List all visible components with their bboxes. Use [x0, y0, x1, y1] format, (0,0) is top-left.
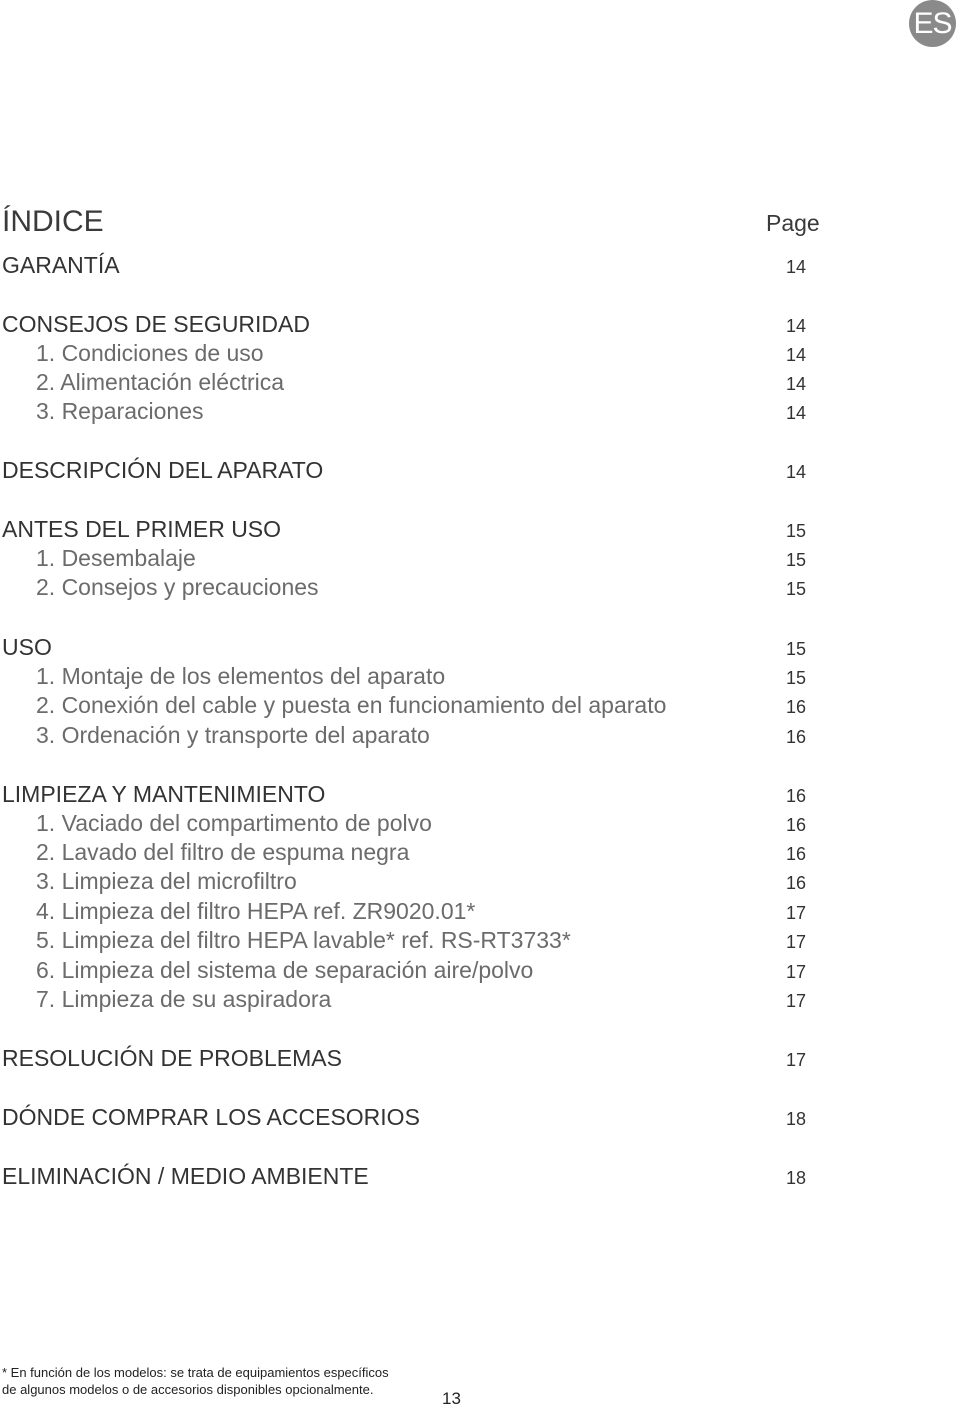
toc-entry-page: 14	[786, 374, 807, 394]
toc-row-consejos-seguridad	[0, 311, 960, 340]
toc-entry-label: 1. Condiciones de uso	[36, 340, 264, 366]
toc-row-donde-comprar	[0, 1104, 960, 1133]
toc-entry-label: 6. Limpieza del sistema de separación aire/polvo	[36, 957, 534, 983]
toc-row-alimentacion	[0, 369, 960, 398]
toc-entry-label: 2. Consejos y precauciones	[36, 574, 319, 600]
toc-entry-page: 14	[786, 257, 807, 277]
toc-entry-label: 2. Alimentación eléctrica	[36, 369, 285, 395]
toc-entry-label: DÓNDE COMPRAR LOS ACCESORIOS	[2, 1104, 420, 1130]
toc-row-filtro-hepa	[0, 898, 960, 927]
toc-row-descripcion	[0, 457, 960, 486]
toc-entry-page: 18	[786, 1168, 807, 1188]
toc-row-eliminacion	[0, 1163, 960, 1192]
toc-entry-page: 14	[786, 316, 807, 336]
toc-entry-page: 15	[786, 521, 807, 541]
toc-row-reparaciones	[0, 398, 960, 427]
toc-entry-page: 14	[786, 462, 807, 482]
toc-row-limpieza	[0, 781, 960, 810]
toc-row-limpieza-aspiradora	[0, 986, 960, 1015]
toc-entry-label: 4. Limpieza del filtro HEPA ref. ZR9020.01*	[36, 898, 476, 924]
toc-row-antes-primer-uso	[0, 516, 960, 545]
toc-row-vaciado	[0, 810, 960, 839]
toc-entry-page: 17	[786, 932, 807, 952]
language-badge: ES	[909, 0, 956, 47]
toc-row-lavado-filtro	[0, 839, 960, 868]
toc-entry-label: GARANTÍA	[2, 252, 120, 278]
toc-entry-page: 15	[786, 579, 807, 599]
toc-entry-page: 14	[786, 403, 807, 423]
page-number: 13	[442, 1389, 461, 1408]
toc-row-filtro-hepa-lavable	[0, 927, 960, 956]
toc-entry-label: 1. Montaje de los elementos del aparato	[36, 663, 446, 689]
toc-entry-label: 2. Lavado del filtro de espuma negra	[36, 839, 410, 865]
footnote-line: de algunos modelos o de accesorios disponibles opcionalmente.	[2, 1382, 374, 1397]
toc-entry-page: 16	[786, 697, 807, 717]
toc-entry-label: 3. Limpieza del microfiltro	[36, 868, 297, 894]
page-column-header: Page	[766, 210, 820, 236]
toc-row-montaje	[0, 663, 960, 692]
toc-entry-page: 15	[786, 550, 807, 570]
toc-entry-label: 5. Limpieza del filtro HEPA lavable* ref. RS-RT3733*	[36, 927, 571, 953]
toc-entry-page: 18	[786, 1109, 807, 1129]
footnote	[2, 1364, 442, 1398]
toc-entry-page: 16	[786, 727, 807, 747]
toc-entry-label: 3. Reparaciones	[36, 398, 204, 424]
toc-row-separacion	[0, 957, 960, 986]
toc-row-condiciones-uso	[0, 340, 960, 369]
toc-entry-label: RESOLUCIÓN DE PROBLEMAS	[2, 1045, 342, 1071]
toc-row-conexion-cable	[0, 692, 960, 721]
toc-entry-label: 2. Conexión del cable y puesta en funcionamiento del aparato	[36, 692, 667, 718]
toc-entry-page: 16	[786, 815, 807, 835]
toc-entry-label: ELIMINACIÓN / MEDIO AMBIENTE	[2, 1163, 369, 1189]
toc-entry-label: LIMPIEZA Y MANTENIMIENTO	[2, 781, 326, 807]
toc-entry-page: 14	[786, 345, 807, 365]
toc-entry-page: 15	[786, 639, 807, 659]
toc-entry-page: 16	[786, 873, 807, 893]
toc-entry-label: DESCRIPCIÓN DEL APARATO	[2, 457, 324, 483]
toc-entry-label: CONSEJOS DE SEGURIDAD	[2, 311, 310, 337]
toc-entry-label: 7. Limpieza de su aspiradora	[36, 986, 332, 1012]
toc-row-microfiltro	[0, 868, 960, 897]
toc-row-resolucion	[0, 1045, 960, 1074]
toc-row-consejos-precauciones	[0, 574, 960, 603]
toc-entry-label: USO	[2, 634, 52, 660]
toc-row-desembalaje	[0, 545, 960, 574]
toc-title: ÍNDICE	[2, 205, 104, 238]
toc-entry-label: ANTES DEL PRIMER USO	[2, 516, 282, 542]
toc-entry-page: 16	[786, 844, 807, 864]
toc-entry-page: 17	[786, 991, 807, 1011]
toc-entry-page: 16	[786, 786, 807, 806]
toc-entry-page: 17	[786, 903, 807, 923]
toc-entry-label: 1. Desembalaje	[36, 545, 196, 571]
toc-row-uso	[0, 634, 960, 663]
footnote-line: * En función de los modelos: se trata de equipamientos específicos	[2, 1365, 389, 1380]
toc-entry-label: 3. Ordenación y transporte del aparato	[36, 722, 430, 748]
toc-row-ordenacion	[0, 722, 960, 751]
toc-entry-page: 17	[786, 962, 807, 982]
toc-entry-page: 17	[786, 1050, 807, 1070]
toc-entry-page: 15	[786, 668, 807, 688]
toc-row-garantia	[0, 252, 960, 281]
toc-entry-label: 1. Vaciado del compartimento de polvo	[36, 810, 432, 836]
